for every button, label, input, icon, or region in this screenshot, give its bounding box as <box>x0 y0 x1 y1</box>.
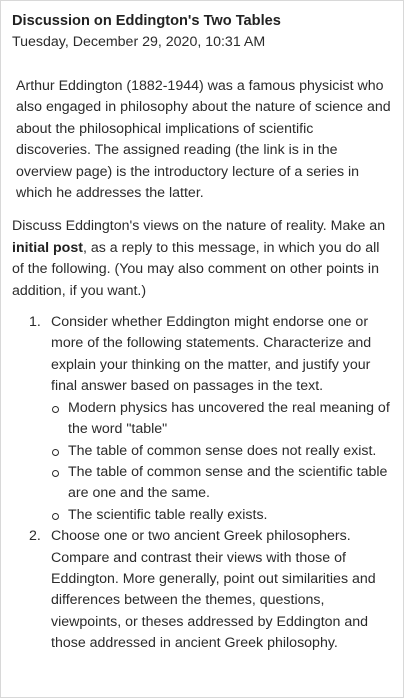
post-title: Discussion on Eddington's Two Tables <box>12 13 281 29</box>
instructions-paragraph <box>12 216 391 302</box>
bullet-icon <box>52 449 59 456</box>
statement-item <box>51 441 391 462</box>
statement-text: Modern physics has uncovered the real meaning of the word "table" <box>68 399 390 438</box>
bullet-icon <box>52 470 59 477</box>
instructions-text-end: , as a reply to this message, in which you do all of the following. (You may also comment on other points in addition, if you want.) <box>12 239 380 299</box>
task-item-1 <box>12 312 391 526</box>
post-date: Tuesday, December 29, 2020, 10:31 AM <box>12 34 266 50</box>
initial-post-emphasis: initial post <box>12 239 83 256</box>
statement-text: The table of common sense and the scientific table are one and the same. <box>68 463 388 502</box>
task-number: 1. <box>29 314 41 331</box>
post-body <box>1 53 403 655</box>
statement-text: The table of common sense does not really exist. <box>68 442 377 459</box>
statement-item <box>51 398 391 441</box>
statement-list <box>51 398 391 526</box>
intro-paragraph: Arthur Eddington (1882-1944) was a famous physicist who also engaged in philosophy about the nature of science and about the philosophical implications of scientific discoveries. The assigned reading (the link is in the overview page) is the introductory lecture of a series in which he addresses the latter. <box>16 78 391 202</box>
post-header <box>1 1 403 53</box>
bullet-icon <box>52 406 59 413</box>
bullet-icon <box>52 513 59 520</box>
task-text: Consider whether Eddington might endorse one or more of the following statements. Characterize and explain your thinking on the matter, and justify your final answer based on passages in the text. <box>51 314 372 395</box>
statement-item <box>51 462 391 505</box>
task-text: Choose one or two ancient Greek philosophers. Compare and contrast their views with those of Eddington. More generally, point out similarities and differences between the themes, questions, viewpoints, or theses addressed by Eddington and those addressed in ancient Greek philosophy. <box>51 528 376 652</box>
statement-item <box>51 505 391 526</box>
statement-text: The scientific table really exists. <box>68 506 268 523</box>
task-item-2 <box>12 526 391 654</box>
instructions-text-start: Discuss Eddington's views on the nature of reality. Make an <box>12 218 386 235</box>
task-number: 2. <box>29 528 41 545</box>
task-list <box>12 312 391 655</box>
